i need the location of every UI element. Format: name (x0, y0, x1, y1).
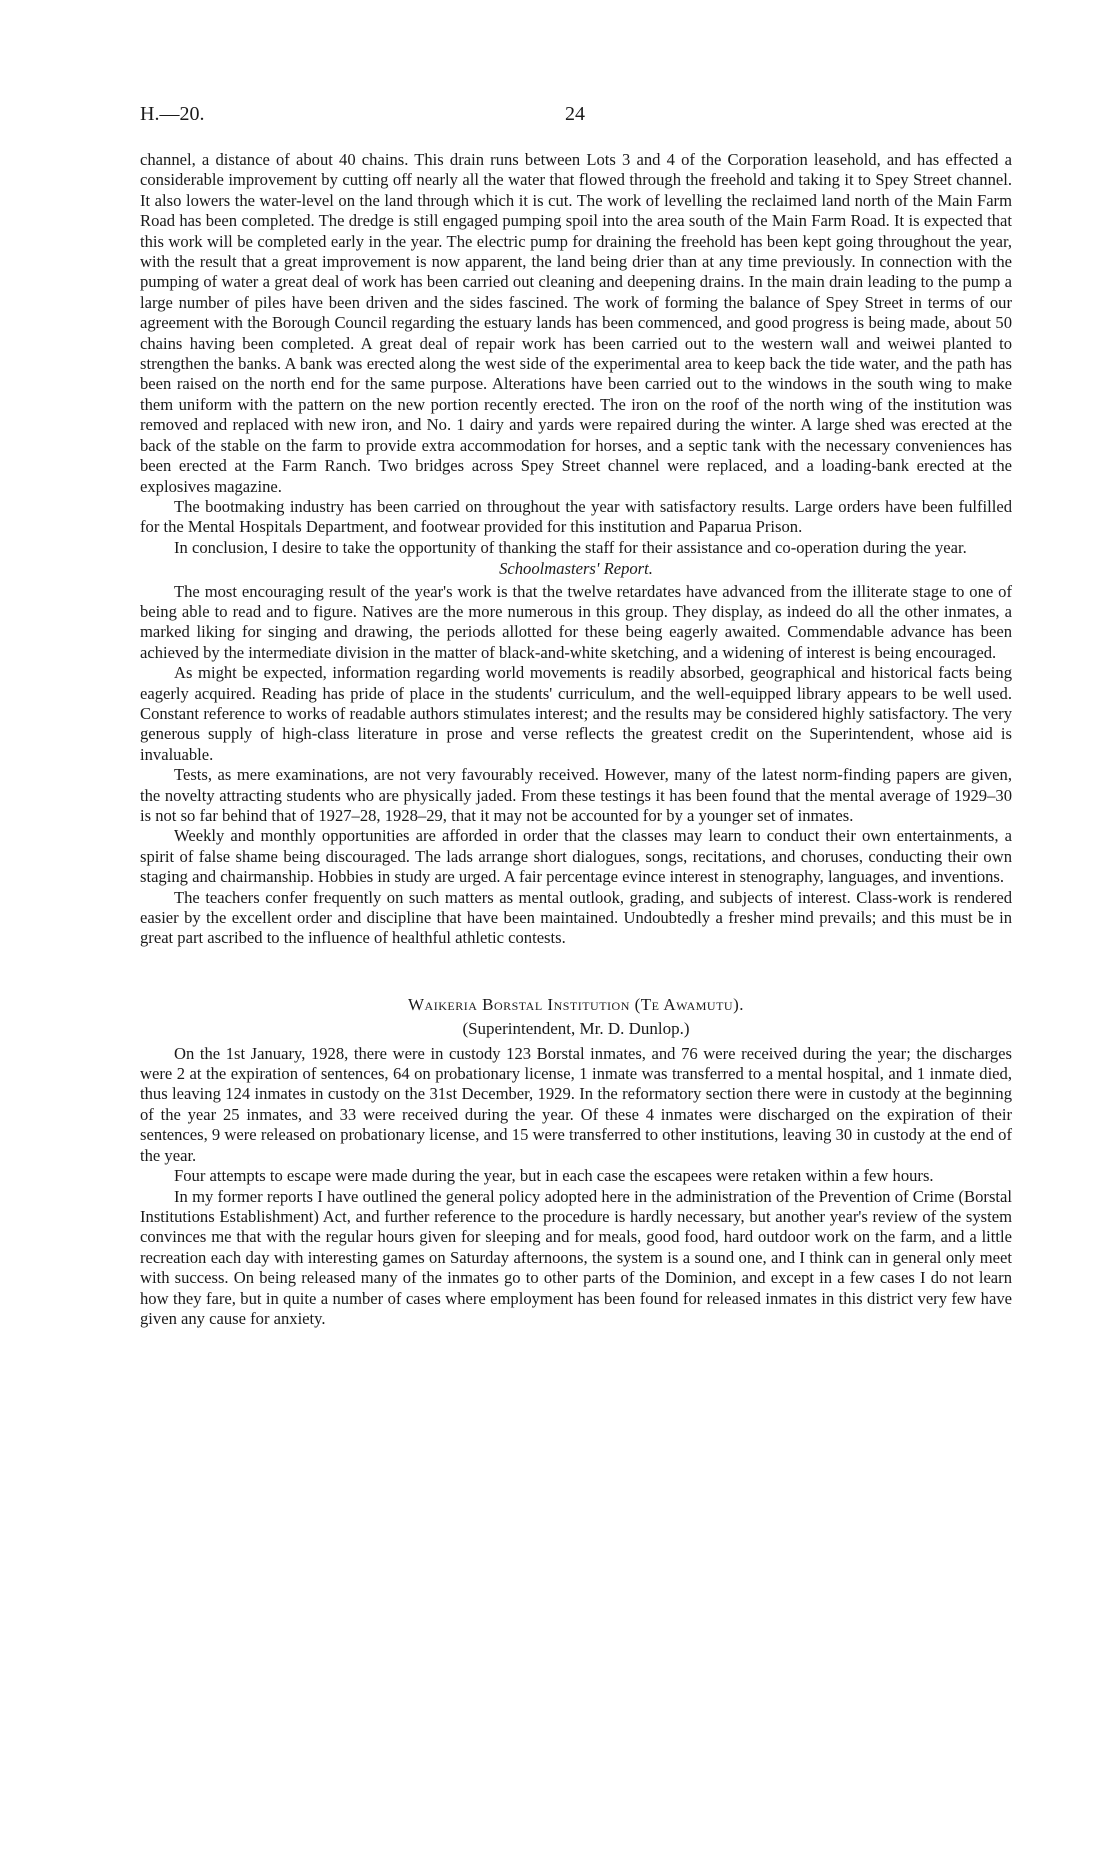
body-paragraph: Tests, as mere examinations, are not very favourably received. However, many of the latest norm-finding papers are given, the novelty attracting students who are physically jaded. From these testings it has been found that the mental average of 1929–30 is not so far behind that of 1927–28, 1928–29, that it may not be accounted for by a younger set of inmates. (140, 765, 1012, 825)
body-paragraph: In conclusion, I desire to take the opportunity of thanking the staff for their assistance and co-operation during the year. (174, 537, 967, 557)
body-paragraph: channel, a distance of about 40 chains. This drain runs between Lots 3 and 4 of the Corporation leasehold, and has effected a considerable improvement by cutting off nearly all the water that flowed through the freehold and taking it to Spey Street channel. It also lowers the water-level on the land through which it is cut. The work of levelling the reclaimed land north of the Main Farm Road has been completed. The dredge is still engaged pumping spoil into the area south of the Main Farm Road. It is expected that this work will be completed early in the year. The electric pump for draining the freehold has been kept going throughout the year, with the result that a great improvement is now apparent, the land being drier than at any time previously. In connection with the pumping of water a great deal of work has been carried out cleaning and deepening drains. In the main drain leading to the pump a large number of piles have been driven and the sides fascined. The work of forming the balance of Spey Street in terms of our agreement with the Borough Council regarding the estuary lands has been commenced, and good progress is being made, about 50 chains having been completed. A great deal of repair work has been carried out to the western wall and weiwei planted to strengthen the banks. A bank was erected along the west side of the experimental area to keep back the tide water, and the path has been raised on the north end for the same purpose. Alterations have been carried out to the windows in the south wing to make them uniform with the pattern on the new portion recently erected. The iron on the roof of the north wing of the institution was removed and replaced with new iron, and No. 1 dairy and yards were repaired during the winter. A large shed was erected at the back of the stable on the farm to provide extra accommodation for horses, and a septic tank with the necessary conveniences has been erected at the Farm Ranch. Two bridges across Spey Street channel were replaced, and a loading-bank erected at the explosives magazine. (140, 150, 1012, 496)
document-reference: H.—20. (140, 103, 205, 125)
superintendent-line: (Superintendent, Mr. D. Dunlop.) (462, 1019, 690, 1039)
body-paragraph: As might be expected, information regarding world movements is readily absorbed, geographical and historical facts being eagerly acquired. Reading has pride of place in the students' curriculum, and the well-equipped library appears to be well used. Constant reference to works of readable authors stimulates interest; and the results may be considered highly satisfactory. The very generous supply of high-class literature in prose and verse reflects the greatest credit on the Superintendent, whose aid is invaluable. (140, 663, 1012, 764)
body-paragraph: On the 1st January, 1928, there were in custody 123 Borstal inmates, and 76 were received during the year; the discharges were 2 at the expiration of sentences, 64 on probationary license, 1 inmate was transferred to a mental hospital, and 1 inmate died, thus leaving 124 inmates in custody on the 31st December, 1929. In the reformatory section there were in custody at the beginning of the year 25 inmates, and 33 were received during the year. Of these 4 inmates were discharged on the expiration of their sentences, 9 were released on probationary license, and 15 were transferred to other institutions, leaving 30 in custody at the end of the year. (140, 1043, 1012, 1165)
page-header (140, 103, 974, 133)
body-paragraph: Weekly and monthly opportunities are afforded in order that the classes may learn to conduct their own entertainments, a spirit of false shame being discouraged. The lads arrange short dialogues, songs, recitations, and choruses, conducting their own staging and chairmanship. Hobbies in study are urged. A fair percentage evince interest in stenography, languages, and inventions. (140, 826, 1012, 887)
body-paragraph: The teachers confer frequently on such matters as mental outlook, grading, and subjects of interest. Class-work is rendered easier by the excellent order and discipline that have been maintained. Undoubtedly a fresher mind prevails; and this must be in great part ascribed to the influence of healthful athletic contests. (140, 887, 1012, 948)
body-paragraph: In my former reports I have outlined the general policy adopted here in the administration of the Prevention of Crime (Borstal Institutions Establishment) Act, and further reference to the procedure is hardly necessary, but another year's review of the system convinces me that with the regular hours given for sleeping and for meals, good food, hard outdoor work on the farm, and a little recreation each day with interesting games on Saturday afternoons, the system is a sound one, and I think can in general only meet with success. On being released many of the inmates go to other parts of the Dominion, and except in a few cases I do not learn how they fare, but in quite a number of cases where employment has been found for released inmates in this district very few have given any cause for anxiety. (140, 1186, 1012, 1328)
body-paragraph: The bootmaking industry has been carried on throughout the year with satisfactory results. Large orders have been fulfilled for the Mental Hospitals Department, and footwear provided for this institution and Paparua Prison. (140, 496, 1012, 537)
body-paragraph: The most encouraging result of the year's work is that the twelve retardates have advanced from the illiterate stage to one of being able to read and to figure. Natives are the more numerous in this group. They display, as indeed do all the other inmates, a marked liking for singing and drawing, the periods allotted for these being eagerly awaited. Commendable advance has been achieved by the intermediate division in the matter of black-and-white sketching, and a widening of interest is being encouraged. (140, 581, 1012, 662)
body-paragraph: Four attempts to escape were made during the year, but in each case the escapees were retaken within a few hours. (174, 1166, 934, 1186)
section-heading-schoolmasters: Schoolmasters' Report. (499, 559, 653, 579)
section-spacer (140, 949, 1012, 995)
page-body (140, 150, 1012, 1329)
page-number: 24 (565, 103, 585, 125)
section-title-waikeria: Waikeria Borstal Institution (Te Awamutu). (407, 994, 745, 1014)
